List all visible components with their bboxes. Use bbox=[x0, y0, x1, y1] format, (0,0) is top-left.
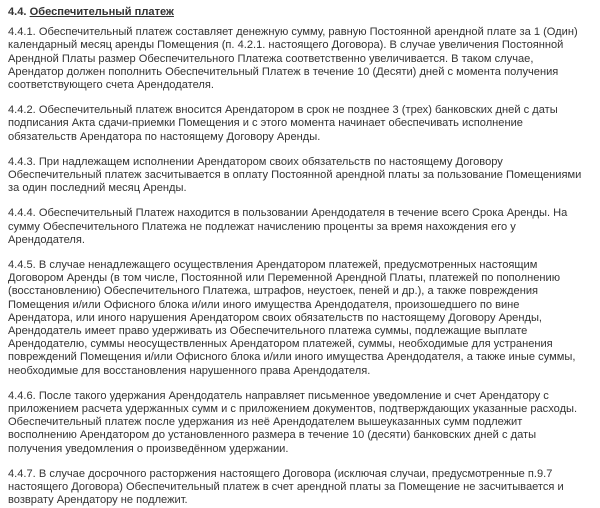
paragraph-line: возврату Арендатору не подлежит. bbox=[8, 494, 188, 507]
paragraph-line: Договором Аренды (в том числе, Постоянной или Переменной Арендной Платы, платежей по пополнению bbox=[8, 272, 561, 285]
paragraph-line: сумму Обеспечительного Платежа не подлежат начислению проценты за время нахождения его у bbox=[8, 220, 516, 233]
paragraph-line: обязательств Арендатора по настоящему Договору Аренды. bbox=[8, 130, 321, 143]
paragraph-line: 4.4.6. После такого удержания Арендодатель направляет письменное уведомление и счет Арендатору с bbox=[8, 389, 549, 402]
paragraph-line: восполнению Арендатором до установленного размера в течение 10 (десяти) банковских дней с даты bbox=[8, 429, 537, 442]
paragraph-line: 4.4.3. При надлежащем исполнении Арендатором своих обязательств по настоящему Договору bbox=[8, 155, 503, 168]
paragraph-line: повреждений Помещения и/или Офисного блока и/или иного имущества Арендодателя, а также иные суммы, bbox=[8, 351, 576, 364]
paragraph-list bbox=[8, 26, 592, 507]
paragraph bbox=[8, 207, 592, 247]
paragraph-line: 4.4.4. Обеспечительный Платеж находится в пользовании Арендодателя в течение всего Срока Аренды. На bbox=[8, 207, 568, 220]
paragraph bbox=[8, 259, 592, 378]
paragraph-line: Арендодателю, суммы неосуществленных Арендатором платежей, суммы, необходимые для устранения bbox=[8, 338, 553, 351]
paragraph-line: настоящего Договора) Обеспечительный платеж в счет арендной платы за Помещение не засчитывается и bbox=[8, 481, 564, 494]
paragraph-line: (восстановлению) Обеспечительного Платежа, штрафов, неустоек, пеней и др.), а также повреждения bbox=[8, 285, 539, 298]
paragraph-line: Арендной Платы размер Обеспечительного Платежа соответственно увеличивается. В таком случае, bbox=[8, 52, 534, 65]
section-number: 4.4. bbox=[8, 6, 27, 18]
paragraph-line: 4.4.5. В случае ненадлежащего осуществления Арендатором платежей, предусмотренных настоящим bbox=[8, 259, 538, 272]
paragraph-line: необходимые для восстановления нарушенного права Арендодателя. bbox=[8, 364, 371, 377]
paragraph-line: Арендодателя. bbox=[8, 233, 85, 246]
paragraph-line: 4.4.7. В случае досрочного расторжения настоящего Договора (исключая случаи, предусмотренные п.9.7 bbox=[8, 467, 553, 480]
paragraph-line: 4.4.1. Обеспечительный платеж составляет денежную сумму, равную Постоянной арендной плате за 1 (Один) bbox=[8, 26, 578, 39]
paragraph-line: Арендатора, или иного нарушения Арендатором своих обязательств по настоящему Договору Аренды, bbox=[8, 311, 543, 324]
paragraph-line: календарный месяц аренды Помещения (п. 4.2.1. настоящего Договора). В случае увеличения Постоянной bbox=[8, 39, 564, 52]
paragraph-line: получения уведомления о произведённом удержании. bbox=[8, 442, 289, 455]
paragraph-line: приложением расчета удержанных сумм и с приложением документов, подтверждающих указанные расходы. bbox=[8, 403, 578, 416]
paragraph-line: Помещения и/или Офисного блока и/или иного имущества Арендодателя, произошедшего по вине bbox=[8, 298, 520, 311]
paragraph-line: за один последний месяц Аренды. bbox=[8, 182, 187, 195]
section-heading bbox=[8, 6, 592, 19]
paragraph-line: соответствующего счета Арендодателя. bbox=[8, 79, 214, 92]
paragraph bbox=[8, 156, 592, 196]
paragraph bbox=[8, 26, 592, 92]
paragraph-line: Арендодатель имеет право удерживать из Обеспечительного платежа суммы, подлежащие выплате bbox=[8, 325, 528, 338]
paragraph bbox=[8, 390, 592, 456]
paragraph-line: 4.4.2. Обеспечительный платеж вносится Арендатором в срок не позднее 3 (трех) банковских дней с даты bbox=[8, 104, 558, 117]
paragraph-line: Обеспечительный платеж после удержания из неё Арендодателем вышеуказанных сумм подлежит bbox=[8, 416, 523, 429]
paragraph-line: подписания Акта сдачи-приемки Помещения и с этого момента начинает обеспечивать исполнение bbox=[8, 117, 523, 130]
paragraph-line: Обеспечительный платеж засчитывается в оплату Постоянной арендной платы за пользование Помещениями bbox=[8, 169, 582, 182]
paragraph-line: Арендатор должен пополнить Обеспечительный Платеж в течение 10 (Десяти) дней с момента получения bbox=[8, 65, 559, 78]
paragraph bbox=[8, 104, 592, 144]
section-title: Обеспечительный платеж bbox=[29, 6, 174, 18]
paragraph bbox=[8, 468, 592, 508]
